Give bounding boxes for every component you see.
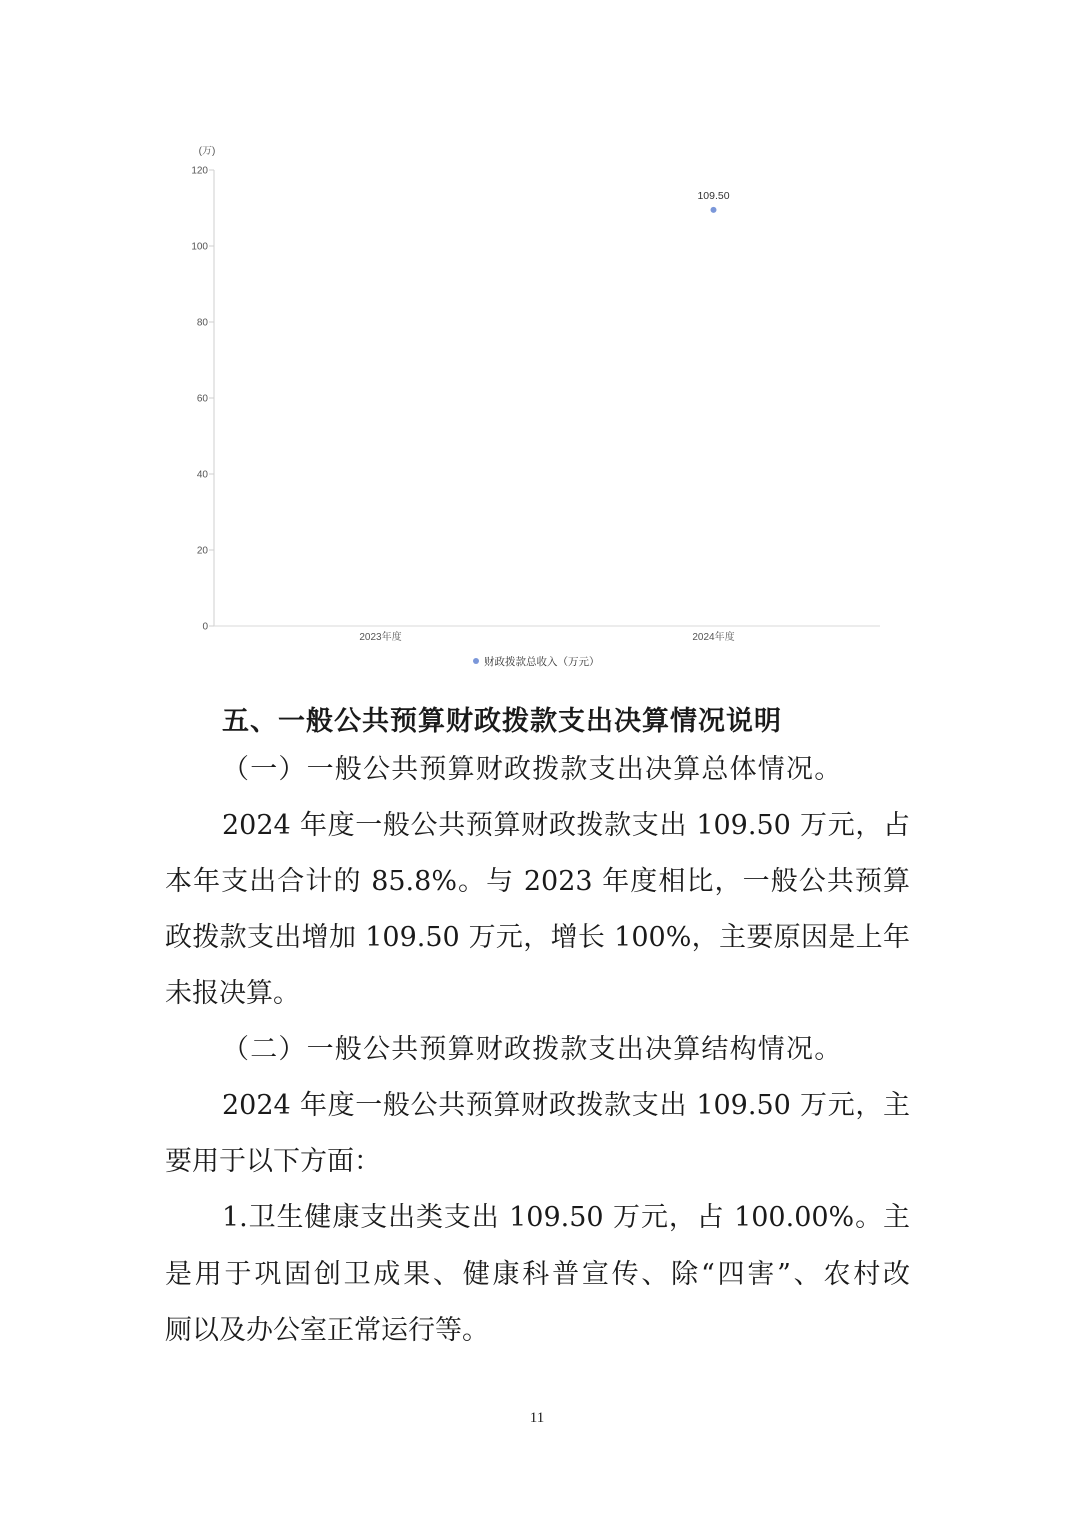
y-axis-ticks <box>191 166 214 633</box>
paragraph-1-line-3: 政拨款支出增加 109.50 万元，增长 100%，主要原因是上年 <box>165 922 910 953</box>
paragraph-1-line-4: 未报决算。 <box>165 978 300 1009</box>
paragraph-3-line-1: 1.卫生健康支出类支出 109.50 万元，占 100.00%。主 <box>222 1202 910 1233</box>
page-number: 11 <box>529 1410 545 1426</box>
paragraph-3-line-2: 是用于巩固创卫成果、健康科普宣传、除“四害”、农村改 <box>165 1259 910 1290</box>
revenue-chart <box>0 0 1074 690</box>
y-tick-label: 60 <box>196 393 208 405</box>
series-points <box>697 190 729 213</box>
data-point <box>711 207 717 213</box>
y-tick-label: 20 <box>196 545 208 557</box>
data-value-label: 109.50 <box>697 189 730 202</box>
section-heading: 五、一般公共预算财政拨款支出决算情况说明 <box>222 706 782 737</box>
paragraph-1-line-2: 本年支出合计的 85.8%。与 2023 年度相比，一般公共预算 <box>165 866 910 897</box>
legend-label: 财政拨款总收入（万元） <box>484 656 600 668</box>
x-category-label: 2023年度 <box>359 632 402 643</box>
paragraph-2-line-2: 要用于以下方面： <box>165 1146 381 1177</box>
y-axis-unit-label: (万) <box>198 146 216 157</box>
legend-marker <box>473 658 479 664</box>
paragraph-1-line-1: 2024 年度一般公共预算财政拨款支出 109.50 万元，占 <box>222 810 910 841</box>
y-tick-label: 100 <box>191 241 208 253</box>
paragraph-3-line-3: 厕以及办公室正常运行等。 <box>165 1315 489 1346</box>
y-tick-label: 80 <box>196 317 208 329</box>
y-tick-label: 0 <box>202 621 208 633</box>
x-category-label: 2024年度 <box>692 632 735 643</box>
subsection-2-title: （二）一般公共预算财政拨款支出决算结构情况。 <box>222 1034 843 1065</box>
chart-legend <box>473 655 600 668</box>
y-tick-label: 120 <box>191 165 208 177</box>
paragraph-2-line-1: 2024 年度一般公共预算财政拨款支出 109.50 万元，主 <box>222 1090 910 1121</box>
subsection-1-title: （一）一般公共预算财政拨款支出决算总体情况。 <box>222 754 843 785</box>
y-tick-label: 40 <box>196 469 208 481</box>
x-axis-categories <box>359 630 734 643</box>
